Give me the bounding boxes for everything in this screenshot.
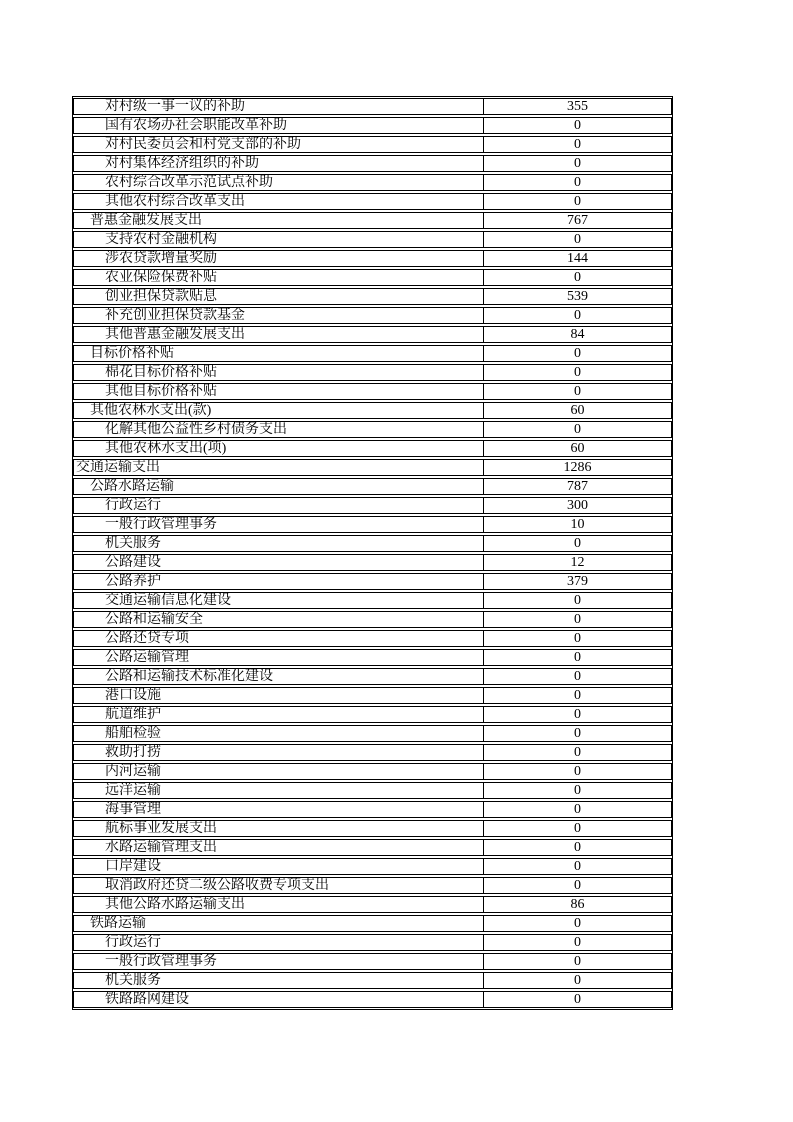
table-row — [73, 326, 672, 343]
table-row — [73, 592, 672, 609]
table-row — [73, 858, 672, 875]
table-row — [73, 193, 672, 210]
item-value-cell: 0 — [483, 821, 671, 836]
item-value-cell: 10 — [483, 517, 671, 532]
item-label-cell: 化解其他公益性乡村债务支出 — [105, 422, 287, 437]
item-value-cell: 0 — [483, 536, 671, 551]
item-value-cell: 0 — [483, 175, 671, 190]
item-value-cell: 0 — [483, 992, 671, 1007]
table-row — [73, 345, 672, 362]
table-row — [73, 573, 672, 590]
item-label-cell: 航道维护 — [105, 707, 161, 722]
item-value-cell: 0 — [483, 954, 671, 969]
table-row — [73, 212, 672, 229]
table-row — [73, 630, 672, 647]
item-value-cell: 0 — [483, 631, 671, 646]
item-value-cell: 1286 — [483, 460, 671, 475]
item-label-cell: 创业担保贷款贴息 — [105, 289, 217, 304]
item-value-cell: 0 — [483, 422, 671, 437]
item-label-cell: 内河运输 — [105, 764, 161, 779]
budget-expenditure-table — [72, 96, 673, 1010]
table-row — [73, 383, 672, 400]
item-value-cell: 0 — [483, 783, 671, 798]
item-value-cell: 0 — [483, 669, 671, 684]
table-row — [73, 402, 672, 419]
item-value-cell: 0 — [483, 973, 671, 988]
item-value-cell: 84 — [483, 327, 671, 342]
item-label-cell: 水路运输管理支出 — [105, 840, 217, 855]
table-row — [73, 706, 672, 723]
table-row — [73, 611, 672, 628]
table-row — [73, 174, 672, 191]
item-value-cell: 300 — [483, 498, 671, 513]
item-label-cell: 海事管理 — [105, 802, 161, 817]
table-row — [73, 535, 672, 552]
table-row — [73, 687, 672, 704]
item-label-cell: 其他农林水支出(项) — [105, 441, 227, 456]
item-value-cell: 0 — [483, 118, 671, 133]
item-value-cell: 0 — [483, 232, 671, 247]
table-row — [73, 896, 672, 913]
table-row — [73, 554, 672, 571]
item-value-cell: 86 — [483, 897, 671, 912]
item-label-cell: 取消政府还贷二级公路收费专项支出 — [105, 878, 329, 893]
item-label-cell: 一般行政管理事务 — [105, 954, 217, 969]
item-label-cell: 公路养护 — [105, 574, 161, 589]
table-row — [73, 117, 672, 134]
item-value-cell: 0 — [483, 346, 671, 361]
item-value-cell: 379 — [483, 574, 671, 589]
table-row — [73, 421, 672, 438]
item-label-cell: 远洋运输 — [105, 783, 161, 798]
item-value-cell: 60 — [483, 441, 671, 456]
item-label-cell: 其他农村综合改革支出 — [105, 194, 245, 209]
table-row — [73, 364, 672, 381]
item-label-cell: 公路水路运输 — [90, 479, 174, 494]
item-label-cell: 补充创业担保贷款基金 — [105, 308, 245, 323]
table-row — [73, 250, 672, 267]
item-label-cell: 目标价格补贴 — [90, 346, 174, 361]
table-row — [73, 269, 672, 286]
item-value-cell: 0 — [483, 650, 671, 665]
item-value-cell: 0 — [483, 726, 671, 741]
table-row — [73, 820, 672, 837]
item-label-cell: 机关服务 — [105, 536, 161, 551]
table-row — [73, 307, 672, 324]
item-label-cell: 公路建设 — [105, 555, 161, 570]
table-row — [73, 288, 672, 305]
item-label-cell: 其他公路水路运输支出 — [105, 897, 245, 912]
item-label-cell: 支持农村金融机构 — [105, 232, 217, 247]
table-row — [73, 953, 672, 970]
item-value-cell: 539 — [483, 289, 671, 304]
table-row — [73, 744, 672, 761]
item-value-cell: 355 — [483, 99, 671, 114]
item-value-cell: 0 — [483, 593, 671, 608]
item-label-cell: 一般行政管理事务 — [105, 517, 217, 532]
item-label-cell: 行政运行 — [105, 498, 161, 513]
item-value-cell: 0 — [483, 745, 671, 760]
table-row — [73, 915, 672, 932]
table-row — [73, 763, 672, 780]
table-row — [73, 877, 672, 894]
item-value-cell: 60 — [483, 403, 671, 418]
table-row — [73, 991, 672, 1008]
item-value-cell: 0 — [483, 365, 671, 380]
item-label-cell: 航标事业发展支出 — [105, 821, 217, 836]
item-label-cell: 铁路运输 — [90, 916, 146, 931]
table-row — [73, 782, 672, 799]
table-row — [73, 516, 672, 533]
table-row — [73, 801, 672, 818]
item-label-cell: 公路和运输安全 — [105, 612, 203, 627]
item-label-cell: 口岸建设 — [105, 859, 161, 874]
item-value-cell: 0 — [483, 156, 671, 171]
item-value-cell: 0 — [483, 878, 671, 893]
item-value-cell: 0 — [483, 270, 671, 285]
item-label-cell: 公路还贷专项 — [105, 631, 189, 646]
table-row — [73, 839, 672, 856]
item-label-cell: 涉农贷款增量奖励 — [105, 251, 217, 266]
item-value-cell: 0 — [483, 840, 671, 855]
item-label-cell: 行政运行 — [105, 935, 161, 950]
item-label-cell: 普惠金融发展支出 — [90, 213, 202, 228]
table-row — [73, 649, 672, 666]
item-label-cell: 农业保险保费补贴 — [105, 270, 217, 285]
item-value-cell: 12 — [483, 555, 671, 570]
item-value-cell: 144 — [483, 251, 671, 266]
item-value-cell: 0 — [483, 764, 671, 779]
item-value-cell: 787 — [483, 479, 671, 494]
item-value-cell: 0 — [483, 802, 671, 817]
item-value-cell: 767 — [483, 213, 671, 228]
table-row — [73, 725, 672, 742]
item-label-cell: 国有农场办社会职能改革补助 — [105, 118, 287, 133]
item-label-cell: 交通运输支出 — [76, 460, 160, 475]
item-label-cell: 其他农林水支出(款) — [90, 403, 212, 418]
table-row — [73, 231, 672, 248]
item-label-cell: 救助打捞 — [105, 745, 161, 760]
item-label-cell: 其他普惠金融发展支出 — [105, 327, 245, 342]
item-label-cell: 公路运输管理 — [105, 650, 189, 665]
item-label-cell: 交通运输信息化建设 — [105, 593, 231, 608]
item-value-cell: 0 — [483, 859, 671, 874]
item-value-cell: 0 — [483, 194, 671, 209]
item-label-cell: 其他目标价格补贴 — [105, 384, 217, 399]
item-label-cell: 对村集体经济组织的补助 — [105, 156, 259, 171]
item-value-cell: 0 — [483, 384, 671, 399]
table-row — [73, 440, 672, 457]
table-row — [73, 497, 672, 514]
item-label-cell: 港口设施 — [105, 688, 161, 703]
item-value-cell: 0 — [483, 612, 671, 627]
item-label-cell: 农村综合改革示范试点补助 — [105, 175, 273, 190]
item-value-cell: 0 — [483, 707, 671, 722]
item-value-cell: 0 — [483, 688, 671, 703]
item-label-cell: 铁路路网建设 — [105, 992, 189, 1007]
table-row — [73, 136, 672, 153]
item-label-cell: 对村级一事一议的补助 — [105, 99, 245, 114]
item-label-cell: 机关服务 — [105, 973, 161, 988]
item-label-cell: 船舶检验 — [105, 726, 161, 741]
table-row — [73, 459, 672, 476]
item-value-cell: 0 — [483, 308, 671, 323]
table-row — [73, 98, 672, 115]
table-row — [73, 934, 672, 951]
item-label-cell: 公路和运输技术标准化建设 — [105, 669, 273, 684]
table-row — [73, 972, 672, 989]
table-row — [73, 155, 672, 172]
table-row — [73, 668, 672, 685]
table-row — [73, 478, 672, 495]
item-label-cell: 对村民委员会和村党支部的补助 — [105, 137, 301, 152]
item-label-cell: 棉花目标价格补贴 — [105, 365, 217, 380]
item-value-cell: 0 — [483, 935, 671, 950]
item-value-cell: 0 — [483, 916, 671, 931]
item-value-cell: 0 — [483, 137, 671, 152]
